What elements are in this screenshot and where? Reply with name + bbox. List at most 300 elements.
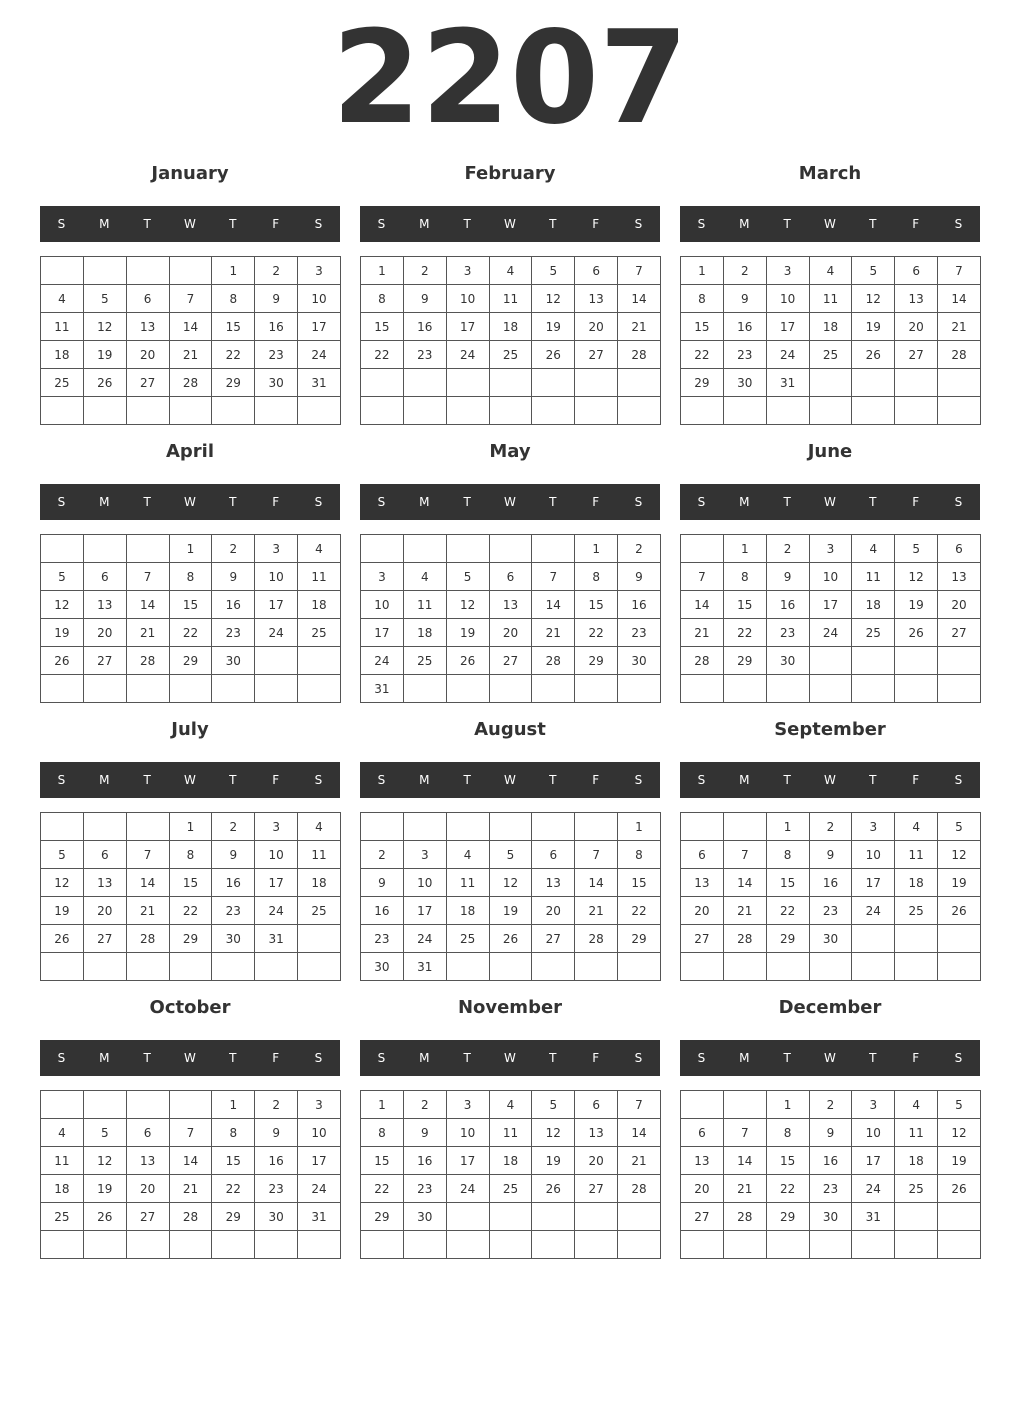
week-row [41,563,341,591]
day-cell: 16 [255,313,298,341]
week-row [681,953,981,981]
day-cell [852,397,895,425]
week-row [41,1203,341,1231]
day-cell: 17 [255,591,298,619]
day-cell: 27 [126,1203,169,1231]
day-cell: 22 [766,897,809,925]
day-cell: 30 [809,925,852,953]
day-cell [681,813,724,841]
day-grid [40,256,341,425]
day-cell: 23 [255,341,298,369]
day-cell: 23 [403,341,446,369]
week-row [41,341,341,369]
weekday-label: S [57,1051,66,1065]
day-cell: 26 [895,619,938,647]
day-cell [938,675,981,703]
day-cell: 31 [852,1203,895,1231]
weekday-label: S [634,1051,643,1065]
day-cell: 20 [489,619,532,647]
weekday-label: M [99,217,110,231]
day-cell: 16 [212,869,255,897]
week-row [361,619,661,647]
day-cell [126,1231,169,1259]
day-cell: 13 [938,563,981,591]
day-grid [680,1090,981,1259]
day-cell: 20 [575,313,618,341]
day-cell [809,675,852,703]
day-cell: 26 [938,897,981,925]
day-cell [766,397,809,425]
day-cell: 22 [681,341,724,369]
day-cell: 8 [766,841,809,869]
day-grid [360,812,661,981]
day-cell [723,813,766,841]
day-cell [532,535,575,563]
day-cell: 5 [938,813,981,841]
day-cell [298,953,341,981]
day-cell [809,647,852,675]
day-cell: 8 [723,563,766,591]
weekday-header [680,762,980,798]
day-cell: 28 [126,647,169,675]
day-cell: 28 [126,925,169,953]
day-cell: 3 [852,1091,895,1119]
day-cell: 29 [169,925,212,953]
day-cell [938,925,981,953]
day-cell [361,369,404,397]
day-cell [809,1231,852,1259]
weekday-label: T [549,217,557,231]
day-cell: 2 [809,1091,852,1119]
day-cell [489,675,532,703]
day-cell: 19 [938,1147,981,1175]
day-cell: 6 [938,535,981,563]
day-cell: 8 [169,563,212,591]
weekday-label: F [592,495,600,509]
day-cell: 31 [298,369,341,397]
weekday-label: S [314,217,323,231]
weekday-header [40,206,340,242]
day-cell: 19 [489,897,532,925]
day-cell: 4 [489,257,532,285]
day-cell [575,675,618,703]
month-name: May [489,441,531,462]
day-cell: 18 [895,869,938,897]
weekday-label: T [229,1051,237,1065]
day-cell: 10 [852,841,895,869]
day-cell: 28 [575,925,618,953]
day-cell: 23 [618,619,661,647]
weekday-label: S [697,1051,706,1065]
day-cell: 3 [446,257,489,285]
day-cell: 24 [255,619,298,647]
weekday-label: S [377,495,386,509]
week-row [41,313,341,341]
weekday-label: T [869,495,877,509]
week-row [681,535,981,563]
day-cell: 24 [809,619,852,647]
day-cell: 15 [766,1147,809,1175]
day-cell: 16 [255,1147,298,1175]
day-cell [938,369,981,397]
weekday-label: T [549,495,557,509]
day-cell [446,369,489,397]
day-cell [255,953,298,981]
day-cell: 12 [938,1119,981,1147]
day-cell: 23 [255,1175,298,1203]
day-cell [618,675,661,703]
day-cell: 10 [766,285,809,313]
day-cell: 11 [298,563,341,591]
day-cell [489,953,532,981]
weekday-label: W [184,773,196,787]
week-row [681,257,981,285]
day-cell: 2 [723,257,766,285]
day-cell: 21 [126,897,169,925]
week-row [41,1147,341,1175]
day-cell [169,397,212,425]
day-cell: 17 [852,1147,895,1175]
weekday-label: F [272,773,280,787]
day-cell [575,813,618,841]
day-cell: 26 [532,1175,575,1203]
week-row [681,925,981,953]
day-cell: 20 [83,897,126,925]
weekday-label: F [592,217,600,231]
day-cell: 15 [169,591,212,619]
day-cell: 13 [532,869,575,897]
day-cell: 11 [446,869,489,897]
day-cell [126,397,169,425]
day-cell: 7 [723,1119,766,1147]
weekday-label: F [272,217,280,231]
week-row [681,897,981,925]
day-cell: 31 [298,1203,341,1231]
day-cell [532,675,575,703]
day-cell: 17 [446,313,489,341]
day-cell [575,953,618,981]
day-cell: 21 [938,313,981,341]
day-cell [446,1203,489,1231]
day-cell [83,953,126,981]
month-name: August [474,719,546,740]
day-cell [618,1203,661,1231]
day-cell [169,257,212,285]
day-cell: 3 [852,813,895,841]
day-cell: 29 [618,925,661,953]
day-cell: 7 [126,563,169,591]
weekday-label: S [57,773,66,787]
day-cell: 5 [446,563,489,591]
day-cell: 2 [212,535,255,563]
weekday-label: W [824,1051,836,1065]
day-cell [575,1231,618,1259]
day-cell: 21 [575,897,618,925]
day-cell: 20 [532,897,575,925]
day-cell [255,647,298,675]
day-cell [895,953,938,981]
weekday-label: T [143,495,151,509]
day-cell [532,397,575,425]
day-cell: 15 [681,313,724,341]
weekday-label: S [954,1051,963,1065]
day-cell [446,397,489,425]
day-cell: 17 [852,869,895,897]
week-row [681,841,981,869]
weekday-label: S [697,773,706,787]
day-cell: 9 [809,841,852,869]
day-cell: 19 [532,313,575,341]
week-row [681,1203,981,1231]
day-cell [489,813,532,841]
day-cell: 18 [489,313,532,341]
day-cell: 17 [298,313,341,341]
day-cell: 9 [212,563,255,591]
day-cell [852,369,895,397]
day-cell: 9 [809,1119,852,1147]
week-row [681,869,981,897]
day-cell: 13 [83,591,126,619]
week-row [681,619,981,647]
day-cell: 24 [446,341,489,369]
day-grid [360,534,661,703]
day-cell [126,813,169,841]
weekday-label: F [592,773,600,787]
day-cell: 20 [83,619,126,647]
day-cell: 30 [403,1203,446,1231]
weekday-label: M [419,495,430,509]
day-cell: 25 [298,897,341,925]
day-cell: 20 [126,1175,169,1203]
day-cell: 7 [723,841,766,869]
weekday-label: T [549,1051,557,1065]
day-cell: 18 [298,591,341,619]
day-cell: 7 [575,841,618,869]
day-grid [680,812,981,981]
week-row [681,285,981,313]
weekday-label: S [954,773,963,787]
day-cell [895,1203,938,1231]
day-cell: 4 [446,841,489,869]
day-cell: 18 [446,897,489,925]
weekday-header [680,206,980,242]
weekday-label: S [954,217,963,231]
day-cell [895,369,938,397]
day-cell [255,397,298,425]
week-row [681,397,981,425]
day-cell [532,1203,575,1231]
weekday-label: F [912,495,920,509]
day-cell [938,953,981,981]
day-cell: 15 [169,869,212,897]
weekday-label: W [184,495,196,509]
day-cell: 29 [575,647,618,675]
day-cell: 29 [766,925,809,953]
day-cell: 27 [532,925,575,953]
day-cell: 4 [895,1091,938,1119]
day-cell [532,953,575,981]
day-cell [723,675,766,703]
day-cell: 12 [852,285,895,313]
day-cell: 10 [809,563,852,591]
day-cell: 7 [618,257,661,285]
day-cell: 9 [255,1119,298,1147]
day-cell [895,397,938,425]
month-name: June [807,441,853,462]
day-cell: 8 [766,1119,809,1147]
day-cell: 13 [575,285,618,313]
day-cell: 22 [169,897,212,925]
week-row [361,647,661,675]
day-cell: 26 [41,647,84,675]
day-cell: 14 [938,285,981,313]
day-cell: 18 [41,1175,84,1203]
day-cell: 11 [403,591,446,619]
day-cell: 15 [575,591,618,619]
weekday-label: S [377,1051,386,1065]
week-row [361,1147,661,1175]
day-cell: 17 [446,1147,489,1175]
day-cell: 17 [298,1147,341,1175]
day-cell: 28 [532,647,575,675]
day-cell: 24 [403,925,446,953]
day-cell: 26 [489,925,532,953]
month-name: April [165,441,215,462]
day-cell [212,397,255,425]
day-cell: 7 [938,257,981,285]
day-cell [766,953,809,981]
day-cell: 21 [618,1147,661,1175]
day-cell: 29 [766,1203,809,1231]
day-cell [489,535,532,563]
day-cell [618,369,661,397]
day-cell [126,257,169,285]
day-cell [83,257,126,285]
day-cell: 2 [403,1091,446,1119]
weekday-label: S [377,217,386,231]
day-cell: 28 [618,341,661,369]
day-cell: 25 [852,619,895,647]
day-cell: 23 [766,619,809,647]
day-cell: 13 [83,869,126,897]
weekday-label: S [377,773,386,787]
day-cell [809,397,852,425]
day-grid [40,534,341,703]
day-cell: 10 [403,869,446,897]
day-cell [723,1091,766,1119]
day-cell: 16 [766,591,809,619]
day-cell: 20 [681,1175,724,1203]
day-cell: 2 [403,257,446,285]
week-row [361,1203,661,1231]
day-grid [360,1090,661,1259]
day-cell: 19 [895,591,938,619]
day-cell [489,397,532,425]
day-cell: 25 [895,1175,938,1203]
day-grid [680,256,981,425]
weekday-label: T [463,773,471,787]
day-cell: 25 [403,647,446,675]
day-cell: 12 [41,591,84,619]
day-cell [169,675,212,703]
day-cell: 26 [83,369,126,397]
day-cell: 12 [895,563,938,591]
week-row [41,953,341,981]
day-cell: 24 [852,897,895,925]
day-cell: 7 [532,563,575,591]
weekday-label: W [504,1051,516,1065]
day-cell: 30 [255,1203,298,1231]
week-row [361,869,661,897]
day-cell: 6 [895,257,938,285]
day-cell: 25 [489,1175,532,1203]
day-cell: 30 [255,369,298,397]
week-row [361,341,661,369]
day-cell [83,813,126,841]
day-cell: 6 [83,841,126,869]
weekday-label: W [504,495,516,509]
day-cell: 14 [618,1119,661,1147]
day-cell: 23 [212,897,255,925]
day-cell [618,953,661,981]
day-cell [41,1091,84,1119]
day-cell: 6 [681,841,724,869]
day-cell: 12 [532,1119,575,1147]
day-cell: 9 [403,285,446,313]
day-cell: 23 [403,1175,446,1203]
day-cell: 26 [852,341,895,369]
day-cell: 22 [361,1175,404,1203]
day-cell: 11 [895,841,938,869]
day-cell: 10 [298,285,341,313]
day-cell: 19 [938,869,981,897]
weekday-label: F [912,773,920,787]
day-cell [83,675,126,703]
day-cell: 15 [361,1147,404,1175]
day-cell [681,953,724,981]
day-cell: 19 [83,341,126,369]
day-cell: 25 [41,369,84,397]
day-cell: 21 [723,897,766,925]
day-cell [169,1091,212,1119]
day-cell: 19 [41,897,84,925]
day-cell: 5 [852,257,895,285]
day-cell: 26 [532,341,575,369]
day-cell: 29 [681,369,724,397]
weekday-label: T [463,495,471,509]
weekday-label: T [143,217,151,231]
day-cell [169,953,212,981]
day-cell [681,1091,724,1119]
weekday-label: T [869,1051,877,1065]
day-cell [895,925,938,953]
week-row [361,535,661,563]
day-cell: 4 [41,285,84,313]
day-cell: 22 [169,619,212,647]
day-cell: 17 [255,869,298,897]
week-row [361,1175,661,1203]
weekday-header [40,1040,340,1076]
day-cell: 8 [212,285,255,313]
day-cell: 8 [618,841,661,869]
day-cell: 5 [532,1091,575,1119]
month-name: October [149,997,231,1018]
day-cell: 20 [126,341,169,369]
day-cell [298,397,341,425]
day-cell [446,675,489,703]
weekday-label: M [419,773,430,787]
day-cell: 7 [126,841,169,869]
